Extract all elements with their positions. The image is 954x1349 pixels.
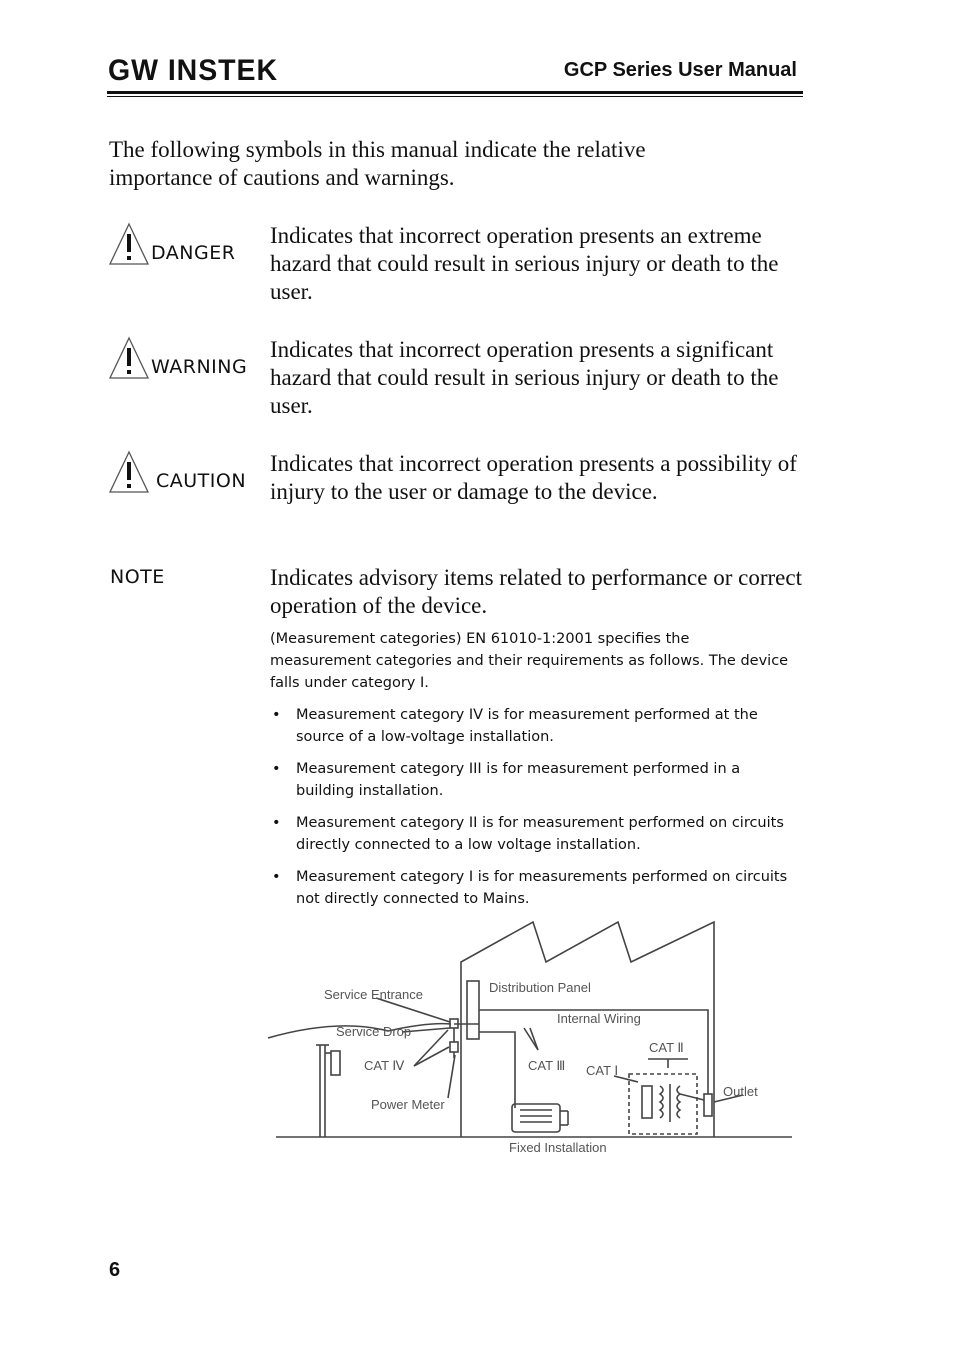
list-item-text: Measurement category II is for measurement performed on circuits directly connected to a low voltage installation.: [296, 815, 784, 853]
label-power-meter: Power Meter: [371, 1097, 445, 1112]
danger-description: Indicates that incorrect operation presents an extreme hazard that could result in serious injury or death to the user.: [270, 223, 779, 304]
bullet-glyph: •: [272, 815, 281, 831]
caution-description: Indicates that incorrect operation presents a possibility of injury to the user or damage to the device.: [270, 451, 797, 504]
document-title: GCP Series User Manual: [563, 59, 797, 81]
label-fixed-installation: Fixed Installation: [509, 1140, 607, 1155]
logo-wordmark: GW INSTEK: [108, 54, 278, 84]
symbol-label-caution: [108, 450, 268, 502]
warning-triangle-icon: [108, 450, 150, 494]
bullet-glyph: •: [272, 869, 281, 885]
symbol-label-note: [108, 564, 268, 616]
label-cat-i: CAT Ⅰ: [586, 1063, 619, 1078]
list-item: [270, 812, 800, 856]
note-label: NOTE: [110, 566, 165, 588]
measurement-category-list: [270, 704, 800, 920]
bullet-glyph: •: [272, 707, 281, 723]
label-service-drop: Service Drop: [336, 1024, 412, 1039]
gw-instek-logo: [108, 54, 280, 84]
page-number: 6: [109, 1259, 121, 1281]
list-item-text: Measurement category III is for measurement performed in a building installation.: [296, 761, 741, 799]
label-outlet: Outlet: [723, 1084, 758, 1099]
measurement-categories-intro: (Measurement categories) EN 61010-1:2001 specifies the measurement categories and their requirements as follows. The device falls under category I.: [270, 631, 789, 691]
note-description: Indicates advisory items related to performance or correct operation of the device.: [270, 565, 802, 618]
header-rule-thick: [107, 91, 803, 94]
logo-graphic: [108, 54, 280, 84]
label-internal-wiring: Internal Wiring: [557, 1011, 641, 1026]
header-rule-thin: [107, 96, 803, 97]
intro-paragraph: The following symbols in this manual indicate the relative importance of cautions and warnings.: [109, 137, 646, 190]
list-item: [270, 704, 800, 748]
label-cat-iii: CAT Ⅲ: [528, 1058, 566, 1073]
list-item-text: Measurement category I is for measurements performed on circuits not directly connected to Mains.: [296, 869, 788, 907]
warning-triangle-icon: [108, 222, 150, 266]
danger-label: DANGER: [151, 242, 236, 264]
symbol-label-danger: [108, 222, 268, 274]
warning-label: WARNING: [151, 356, 248, 378]
measurement-category-diagram: [268, 918, 798, 1163]
label-cat-ii: CAT Ⅱ: [649, 1040, 684, 1055]
list-item: [270, 758, 800, 802]
symbol-label-warning: [108, 336, 268, 388]
warning-triangle-icon: [108, 336, 150, 380]
warning-description: Indicates that incorrect operation presents a significant hazard that could result in serious injury or death to the user.: [270, 337, 779, 418]
label-cat-iv: CAT Ⅳ: [364, 1058, 405, 1073]
bullet-glyph: •: [272, 761, 281, 777]
list-item: [270, 866, 800, 910]
label-distribution-panel: Distribution Panel: [489, 980, 591, 995]
label-service-entrance: Service Entrance: [324, 987, 423, 1002]
caution-label: CAUTION: [156, 470, 247, 492]
list-item-text: Measurement category IV is for measurement performed at the source of a low-voltage installation.: [296, 707, 758, 745]
